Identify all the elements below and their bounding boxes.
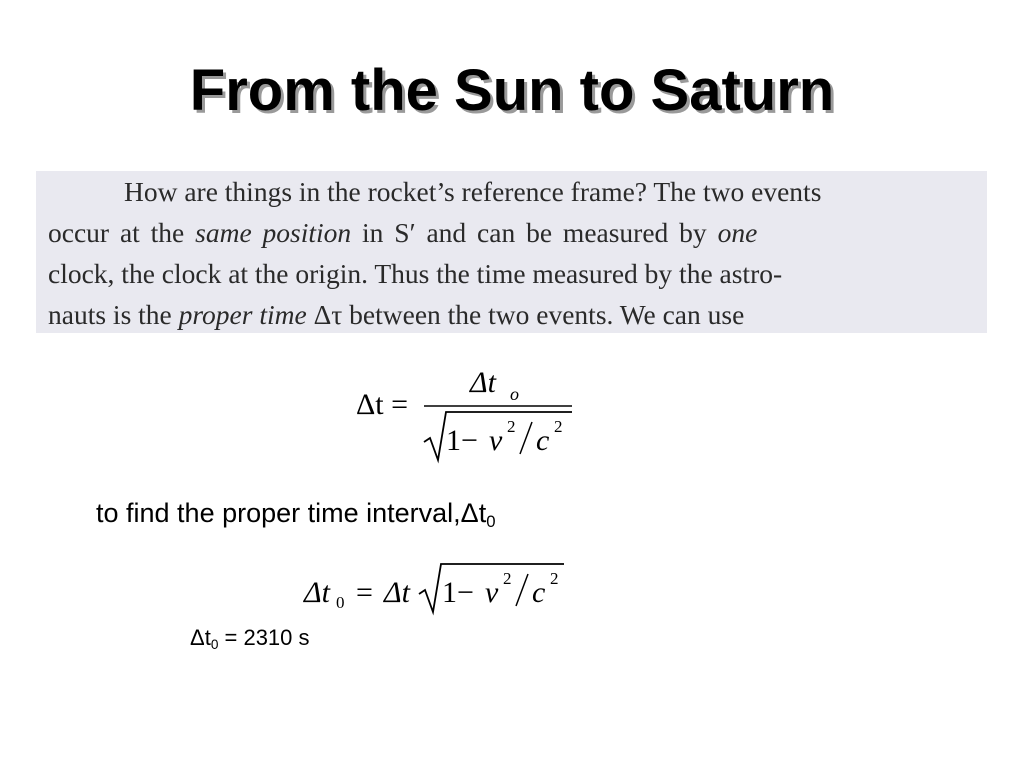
excerpt-line-4 <box>48 299 744 331</box>
result-prefix: Δt <box>190 625 211 650</box>
eq2-c: c <box>532 576 546 609</box>
eq2-one-minus: 1− <box>442 576 474 609</box>
caption-sub: 0 <box>486 512 496 532</box>
textbook-excerpt <box>36 171 987 333</box>
division-slash <box>516 574 528 606</box>
time-dilation-equation <box>350 362 590 472</box>
excerpt-text: in S′ and can be measured by <box>351 217 718 248</box>
excerpt-line-3: clock, the clock at the origin. Thus the time measured by the astro- <box>48 258 783 289</box>
division-slash <box>520 422 532 454</box>
eq2-lhs-sub: 0 <box>336 593 345 612</box>
excerpt-text: occur at the <box>48 217 196 248</box>
caption-main: to find the proper time interval,Δt <box>96 498 487 528</box>
eq1-v: v <box>489 424 503 457</box>
excerpt-emphasis: proper time <box>178 299 307 330</box>
eq1-numerator-sub: o <box>510 384 519 404</box>
eq2-rhs: Δt <box>384 576 410 609</box>
result-value <box>190 625 310 651</box>
eq2-equals: = <box>356 576 373 609</box>
eq1-numerator: Δt <box>470 366 496 399</box>
excerpt-text: Δτ between the two events. We can use <box>306 299 745 330</box>
proper-time-equation <box>300 560 580 620</box>
caption-text <box>96 498 496 532</box>
eq2-lhs: Δt <box>304 576 330 609</box>
result-sub: 0 <box>210 637 219 653</box>
eq1-c: c <box>536 424 550 457</box>
excerpt-line-2 <box>48 217 757 249</box>
eq1-one-minus: 1− <box>446 424 478 457</box>
eq2-v: v <box>485 576 499 609</box>
eq1-c-exp: 2 <box>554 417 563 436</box>
excerpt-line-1: How are things in the rocket’s reference frame? The two events <box>124 176 822 207</box>
eq1-lhs: Δt = <box>356 388 409 421</box>
eq2-c-exp: 2 <box>550 569 559 588</box>
slide-title: From the Sun to Saturn <box>189 58 835 123</box>
eq1-v-exp: 2 <box>507 417 516 436</box>
excerpt-text: nauts is the <box>48 299 179 330</box>
excerpt-emphasis: same position <box>195 217 352 248</box>
result-number: = 2310 s <box>218 625 310 650</box>
excerpt-emphasis: one <box>717 217 758 248</box>
eq2-v-exp: 2 <box>503 569 512 588</box>
